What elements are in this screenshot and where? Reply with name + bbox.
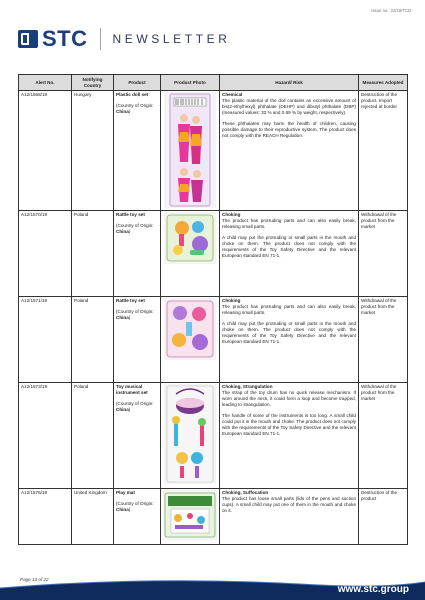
newsletter-title: NEWSLETTER [112,32,231,46]
hazard-text: The product has loose small parts (lids of the pens and suction cups). A small child may put one of them in the mouth and choke on it. [222,495,356,513]
product-photo [161,383,220,489]
product-photo [161,211,220,297]
page-number: Page 13 of 22 [20,577,49,582]
hazard [220,383,359,489]
table-row [19,489,408,545]
alert-no: A12/1576/19 [19,489,72,545]
product [114,489,161,545]
origin: (Country of Origin: China) [116,222,154,234]
product-name: Toy musical instrument set [116,384,148,395]
product-name: Play mat [116,490,135,495]
origin: (Country of Origin: China) [116,308,154,320]
stc-logo-icon [18,30,38,48]
measures: Destruction of the product, Import rejected at border [359,91,408,211]
measures: Withdrawal of the product from the market [359,297,408,383]
product-photo [161,297,220,383]
origin: (Country of Origin: China) [116,500,154,512]
hazard-text: The product has protruding parts and can also easily break, releasing small parts. [222,303,356,315]
rattle-set-photo [164,298,216,360]
alert-no: A12/1570/19 [19,211,72,297]
divider [100,28,101,50]
rattle-set-photo [164,212,216,264]
product-photo [161,91,220,211]
col-photo-header: Product Photo [161,75,220,91]
hazard [220,91,359,211]
col-measures-header: Measures Adopted [359,75,408,91]
hazard-text: A child may put the protruding or small parts in the mouth and choke on them. The product does not comply with the requirements of the Toy Safety Directive and the relevant European standard EN 71-1. [222,234,356,258]
product [114,91,161,211]
col-alert-header: Alert No. [19,75,72,91]
hazard-text: The plastic material of the doll contains an excessive amount of bis(2-ethylhexyl) phthalate (DEHP) and dibutyl phthalate (DBP) (measured values: 33 % and 0.69 % by weight, respectively). [222,97,356,115]
col-country-header: Notifying Country [72,75,114,91]
country: Poland [72,383,114,489]
recall-table [18,74,408,545]
alert-no: A12/1573/19 [19,383,72,489]
product-name: Rattle toy set [116,212,145,217]
product-name: Plastic doll set [116,92,149,97]
table-row [19,211,408,297]
hazard-title: Choking, Suffocation [222,490,269,495]
measures: Withdrawal of the product from the market [359,383,408,489]
col-product-header: Product [114,75,161,91]
country: Poland [72,297,114,383]
hazard-text: The strap of the toy drum has no quick release mechanism. If worn around the neck, it could form a loop and become trapped, leading to strangulation. [222,389,356,407]
issue-number: Issue no.: 22/19/TCD [371,8,411,13]
brand-name: STC [42,26,88,51]
country: Hungary [72,91,114,211]
alert-no: A12/1571/19 [19,297,72,383]
hazard-text: These phthalates may harm the health of children, causing possible damage to their reproductive system. The product does not comply with the REACH Regulation. [222,120,356,138]
play-mat-photo [163,490,217,540]
masthead [18,28,231,50]
hazard-title: Choking [222,298,241,303]
alert-no: A12/1568/19 [19,91,72,211]
hazard [220,489,359,545]
product-name: Rattle toy set [116,298,145,303]
hazard-text: The product has protruding parts and can also easily break, releasing small parts. [222,217,356,229]
origin: (Country of Origin: China) [116,102,154,114]
product-photo [161,489,220,545]
product [114,297,161,383]
musical-instrument-photo [164,384,216,484]
table-row [19,383,408,489]
hazard-text: The handle of some of the instruments is too long. A small child could put it in the mouth and choke. The product does not comply with the requirements of the Toy Safety Directive and the relevant European standard EN 71-1. [222,412,356,436]
country: Poland [72,211,114,297]
product [114,383,161,489]
product [114,211,161,297]
col-hazard-header: Hazard/ Risk [220,75,359,91]
measures: Destruction of the product [359,489,408,545]
table-header-row [19,75,408,91]
hazard-text: A child may put the protruding or small parts in the mouth and choke on them. The product does not comply with the requirements of the Toy Safety Directive and the relevant European standard EN 71-1. [222,320,356,344]
table-row [19,297,408,383]
hazard-title: Choking [222,212,241,217]
hazard-title: Chemical [222,92,243,97]
website-link[interactable]: www.stc.group [337,584,409,595]
hazard [220,297,359,383]
hazard-title: Choking, Strangulation [222,384,273,389]
doll-set-photo [164,92,216,208]
hazard [220,211,359,297]
measures: Withdrawal of the product from the market [359,211,408,297]
origin: (Country of Origin: China) [116,400,154,412]
table-row [19,91,408,211]
country: United Kingdom [72,489,114,545]
